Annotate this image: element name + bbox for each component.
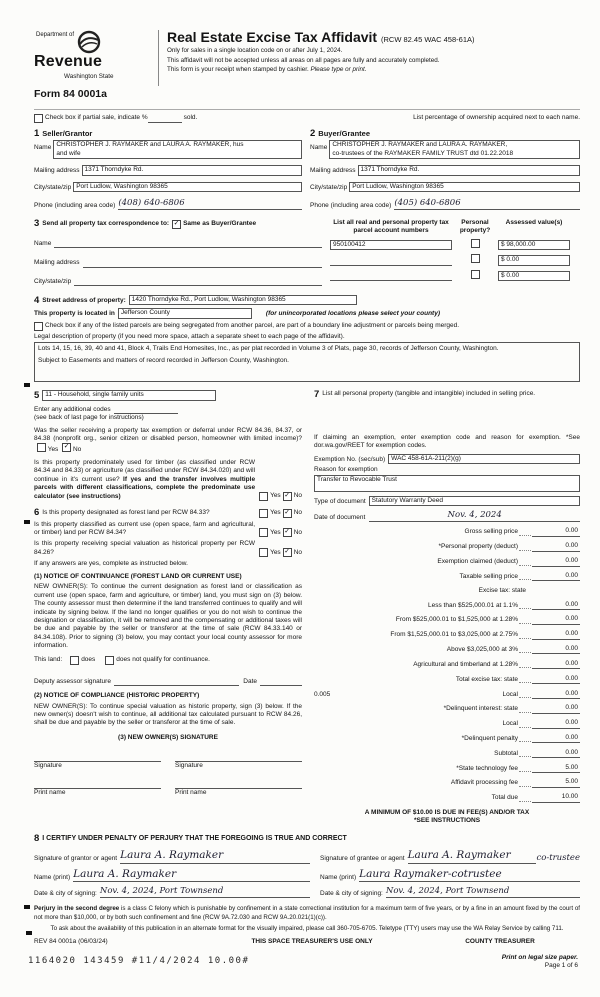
grantor-date-city-field[interactable]: Nov. 4, 2024, Port Townsend [100,886,310,898]
certification-heading: I CERTIFY UNDER PENALTY OF PERJURY THAT THE FOREGOING IS TRUE AND CORRECT [42,835,347,843]
use-code-field[interactable]: 11 - Household, single family units [42,390,216,400]
seller-csz-label: City/state/zip [34,183,72,191]
located-in-label: This property is located in [34,310,115,318]
money-label: Agricultural and timberland at 1.28% [413,660,518,668]
header-note-2: This affidavit will not be accepted unless all areas on all pages are fully and accurately completed. [167,56,440,64]
minimum-due-note: A MINIMUM OF $10.00 IS DUE IN FEE(S) AND/OR TAX [364,808,530,816]
s6-q1-yes-checkbox[interactable] [259,509,268,518]
buyer-phone-field[interactable]: (405) 640-6806 [394,198,580,210]
money-label: Total excise tax: state [455,675,518,683]
s5-q2-yes-checkbox[interactable] [259,492,268,501]
section-2-number: 2 [310,127,316,139]
same-as-buyer-label: Same as Buyer/Grantee [183,220,257,228]
s5-q1-no-checkbox[interactable]: ✓ [63,443,70,451]
signature-label: Signature [175,762,203,770]
street-address-label: Street address of property: [42,296,126,304]
buyer-name-label: Name [310,144,328,152]
seller-heading: Seller/Grantor [42,128,93,138]
seller-mailing-field[interactable]: 1371 Thorndyke Rd. [82,165,302,175]
money-value[interactable]: 0.00 [532,734,580,743]
cashier-stamp: 1164020 143459 #11/4/2024 10.00# [28,956,250,966]
exemption-no-field[interactable]: WAC 458-61A-211(2)(g) [388,454,580,464]
parcel-row [330,254,580,265]
exemption-deferral-question: Was the seller receiving a property tax exemption or deferral under RCW 84.36, 84.37, or 84.38 (nonprofit org., senior citizen or disabled person, homeowner with limited income)? Yes ✓ No [34,426,302,454]
money-label: Local [502,690,518,698]
revenue-logo-block [34,30,154,102]
footer-row [34,938,580,946]
county-field[interactable]: Jefferson County [118,308,252,318]
predominate-use-question: Is this property predominately used for timber (as classified under RCW 84.34 and 84.33) or agriculture (as classified under RCW 84.34.020) and will continue in it's current use? If yes and the transfer involves multiple parcels with different classifications, complete the predominate use calculator (see instructions) Yes ✓ No [34,458,302,500]
current-use-question: Is this property classified as current use (open space, farm and agricultural, or timber) land per RCW 84.34? Yes ✓ No [34,520,302,537]
parcel-number-field[interactable] [330,273,452,281]
money-label: Taxable selling price [459,572,518,580]
exemption-note: If claiming an exemption, enter exemption code and reason for exemption. *See dor.wa.gov/REET for exemption codes. [314,433,580,450]
correspondence-name-field[interactable] [54,240,322,248]
s5-q1-yes-checkbox[interactable] [37,443,46,452]
assessed-value-col-header: Assessed value(s) [505,219,563,227]
additional-codes-field[interactable] [114,406,178,414]
segregated-label: Check box if any of the listed parcels are being segregated from another parcel, are part of a boundary line adjustment or parcels being merged. [45,322,460,330]
money-value[interactable]: 0.00 [532,630,580,639]
section-3-number: 3 [34,218,40,230]
new-owner-signature-field-2[interactable] [175,754,302,762]
type-of-document-field[interactable]: Statutory Warranty Deed [369,496,580,506]
registration-mark [24,520,30,524]
parcel-number-field[interactable] [330,258,452,266]
correspondence-mailing-field[interactable] [83,260,322,268]
section-7-number: 7 [314,389,320,401]
personal-property-checkbox[interactable] [471,270,480,279]
money-value[interactable]: 0.00 [532,645,580,654]
new-owner-printname-field-1[interactable] [34,781,161,789]
personal-property-checkbox[interactable] [471,239,480,248]
grantee-date-city-field[interactable]: Nov. 4, 2024, Port Townsend [386,886,580,898]
money-value[interactable]: 10.00 [532,793,580,802]
page-number: Page 1 of 6 [544,962,578,970]
money-value[interactable]: 0.00 [532,719,580,728]
personal-property-checkbox[interactable] [471,254,480,263]
money-value[interactable]: 0.00 [532,557,580,566]
date-of-document-field[interactable]: Nov. 4, 2024 [369,510,580,522]
correspondence-parcels-section [34,219,580,286]
section-5-number: 5 [34,390,40,402]
money-label: Subtotal [494,749,518,757]
section-4-number: 4 [34,294,40,306]
money-label: Total due [491,794,518,802]
grantor-certification [34,846,310,898]
reason-for-exemption-field[interactable]: Transfer to Revocable Trust [314,475,580,492]
property-section [34,295,580,382]
assessed-value-field[interactable]: $ 0.00 [498,255,570,265]
money-value[interactable]: 0.00 [532,615,580,624]
money-label: From $1,525,000.01 to $3,025,000 at 2.75% [390,631,518,639]
grantee-date-city-label: Date & city of signing: [320,890,383,898]
reason-for-exemption-label: Reason for exemption [314,466,378,474]
buyer-section [310,129,580,211]
assessed-value-field[interactable]: $ 98,000.00 [498,240,570,250]
notice-compliance-title: (2) NOTICE OF COMPLIANCE (HISTORIC PROPERTY) [34,692,200,700]
seller-name-label: Name [34,144,52,152]
rcw-reference: (RCW 82.45 WAC 458-61A) [380,35,475,44]
grantor-signature-label: Signature of grantor or agent [34,855,118,863]
revenue-logo-icon [77,30,101,54]
correspondence-heading: Send all property tax correspondence to: [42,220,170,228]
money-value[interactable]: 0.00 [532,749,580,758]
seller-phone-label: Phone (including area code) [34,201,116,209]
money-label: Above $3,025,000 at 3% [446,646,518,654]
deputy-date-label: Date [243,677,257,685]
date-of-document-label: Date of document [314,513,366,521]
registration-mark [24,905,30,909]
grantee-name-print-field[interactable]: Laura Raymaker-cotrustee [359,868,580,883]
notice-continuance-body: NEW OWNER(S): To continue the current designation as forest land or classification as current use (open space, farm and agriculture, or timber) land, you must sign on (3) below. The county assessor must then determine if the land transferred continues to qualify and will indicate by signing below. If the land no longer qualifies or you do not wish to continue the designation or classification, it will be removed and the compensating or additional taxes will be due and payable by the seller or transferor at the time of sale (RCW 84.33.140 or 84.34.108). Prior to signing (3) below, you may contact your local county assessor for more information. [34,583,302,650]
money-value[interactable]: 0.00 [532,704,580,713]
s6-q2-no-checkbox[interactable]: ✓ [284,528,291,536]
money-value[interactable]: 0.00 [532,660,580,669]
form-header [34,30,580,102]
personal-property-col-header: Personal property? [459,219,491,234]
unincorporated-note: (for unincorporated locations please select your county) [265,310,440,318]
s6-q2-yes-checkbox[interactable] [259,528,268,537]
correspondence-section [34,219,322,286]
parcel-row [330,270,580,281]
codes-instructions-note: (see back of last page for instructions) [34,414,144,422]
deputy-assessor-signature-field[interactable] [114,678,239,686]
seller-name-field[interactable]: CHRISTOPHER J. RAYMAKER and LAURA A. RAYMAKER, hus and wife [53,140,302,159]
buyer-csz-label: City/state/zip [310,183,348,191]
money-label: *Delinquent penalty [461,735,518,742]
section-8-number: 8 [34,832,40,844]
new-owner-signature-row [34,754,302,770]
money-label: Exemption claimed (deduct) [437,558,518,566]
parcel-row [330,239,580,250]
money-value[interactable]: 0.00 [532,675,580,684]
correspondence-mailing-label: Mailing address [34,259,80,267]
local-rate: 0.005 [314,690,331,698]
forest-land-question: 6 Is this property designated as forest land per RCW 84.33? Yes ✓ No [34,507,302,519]
section-7-column [314,390,580,825]
grantee-certification [320,846,580,898]
segregated-checkbox[interactable] [34,322,43,331]
money-label: *Personal property (deduct) [438,543,518,551]
alternate-format-note: To ask about the availability of this publication in an alternate format for the visually impaired, please call 360-705-6705. Teletype (TTY) users may use the WA Relay Service by calling 711. [50,924,564,932]
legal-description-label: Legal description of property (if you need more space, attach a separate sheet to each page of the affidavit). [34,332,345,340]
print-footer [502,954,578,971]
buyer-heading: Buyer/Grantee [318,128,370,138]
correspondence-csz-label: City/state/zip [34,277,72,285]
new-owner-signature-field-1[interactable] [34,754,161,762]
parcel-table [330,219,580,281]
parcel-number-field[interactable]: 950100412 [330,240,452,250]
parcel-col-header: List all real and personal property tax parcel account numbers [333,219,449,234]
deputy-date-field[interactable] [260,678,302,686]
buyer-mailing-field[interactable]: 1371 Thorndyke Rd. [358,165,580,175]
grantee-signature-label: Signature of grantee or agent [320,855,405,863]
dept-of-label: Department of [36,32,75,38]
s5-q2-no-checkbox[interactable]: ✓ [284,492,291,500]
same-as-buyer-checkbox[interactable]: ✓ [173,219,180,227]
land-does-checkbox[interactable] [70,656,79,665]
section-1-number: 1 [34,127,40,139]
grantee-name-print-label: Name (print) [320,873,357,881]
grantor-signature-field[interactable]: Laura A. Raymaker [120,849,310,864]
middle-columns [34,390,580,825]
use-code-row [34,390,302,400]
seller-phone-field[interactable]: (408) 640-6806 [118,198,302,210]
header-divider [158,30,159,86]
rev-number: REV 84 0001a (06/03/24) [34,937,108,945]
seller-mailing-label: Mailing address [34,167,80,175]
s6-q3-yes-checkbox[interactable] [259,548,268,557]
notice-compliance-body: NEW OWNER(S): To continue special valuation as historic property, sign (3) below. If the new owner(s) doesn't wish to continue, all additional tax calculated pursuant to RCW 84.26, shall be due and payable by the seller or transferor at the time of sale. [34,702,302,727]
buyer-mailing-label: Mailing address [310,167,356,175]
treasurer-space-label: THIS SPACE TREASURER'S USE ONLY [251,937,373,945]
grantor-name-print-field[interactable]: Laura A. Raymaker [73,868,310,883]
legal-size-note: Print on legal size paper. [501,954,578,961]
partial-sale-label: Check box if partial sale, indicate % [45,114,148,122]
grantor-date-city-label: Date & city of signing: [34,890,97,898]
money-label: *State technology fee [456,764,518,772]
certification-section [34,834,580,899]
additional-codes-label: Enter any additional codes [34,405,111,413]
historic-property-question: Is this property receiving special valuation as historical property per RCW 84.26? Yes ✓ No [34,540,302,556]
seller-csz-field[interactable]: Port Ludlow, Washington 98365 [73,182,302,192]
print-name-label: Print name [175,788,207,796]
header-note-1: Only for sales in a single location code on or after July 1, 2024. [167,46,343,54]
personal-property-heading: List all personal property (tangible and intangible) included in selling price. [322,390,536,398]
money-value[interactable]: 0.00 [532,542,580,551]
s6-q1-no-checkbox[interactable]: ✓ [284,508,291,516]
perjury-statement: Perjury in the second degree is a class C felony which is punishable by confinement in a state correctional institution for a maximum term of five years, or by a fine in an amount fixed by the court of not more than $10,000, or by both such confinement and fine (RCW 9A.72.030 and RCW 9A.20.021(1)(c)). [34,905,580,921]
washington-state-label: Washington State [64,72,114,80]
money-value[interactable]: 0.00 [532,601,580,610]
county-treasurer-label: COUNTY TREASURER [465,937,535,945]
partial-sale-checkbox[interactable] [34,114,43,123]
buyer-csz-field[interactable]: Port Ludlow, Washington 98365 [349,182,580,192]
registration-mark [26,931,32,935]
grantor-name-print-label: Name (print) [34,873,71,881]
money-value[interactable]: 5.00 [532,764,580,773]
money-label: *Delinquent interest: state [443,705,518,713]
money-value[interactable]: 5.00 [532,778,580,787]
money-label: Affidavit processing fee [450,779,518,787]
legal-description-field[interactable]: Lots 14, 15, 16, 39, 40 and 41, Block 4, Trails End Homesites, Inc., as per plat recorded in Volume 3 of Plats, page 30, records of Jefferson County, Washington. Subject to Easements and matters of record recorded in Jefferson County, Washington. [34,342,580,382]
section-5-6-column [34,390,302,797]
street-address-field[interactable]: 1420 Thorndyke Rd., Port Ludlow, Washington 98365 [129,295,358,305]
header-note-3: This form is your receipt when stamped by cashier. Please type or print. [167,66,367,74]
grantee-signature-field[interactable]: Laura A. Raymaker [408,849,537,864]
section-6-number: 6 [34,507,40,519]
partial-sale-percent-field[interactable] [148,115,182,123]
parties-section [34,129,580,211]
grantee-signature-suffix: co-trustee [536,852,580,863]
deputy-assessor-label: Deputy assessor signature [34,677,111,685]
s6-q3-no-checkbox[interactable]: ✓ [284,548,291,556]
deputy-assessor-row [34,678,302,686]
correspondence-csz-field[interactable] [74,278,322,286]
land-qualify-row: This land: does does not qualify for continuance. [34,656,210,664]
revenue-wordmark: Revenue [34,53,103,70]
registration-mark [24,383,30,387]
exemption-no-label: Exemption No. (sec/sub) [314,455,386,463]
new-owners-signature-title: (3) NEW OWNER(S) SIGNATURE [118,733,218,741]
new-owner-printname-row [34,781,302,797]
signature-label: Signature [34,762,62,770]
money-label: Gross selling price [464,528,518,536]
title-block [167,30,580,74]
money-label: Less than $525,000.01 at 1.1% [428,601,518,609]
buyer-phone-label: Phone (including area code) [310,201,392,209]
form-number: Form 84 0001a [34,87,107,100]
if-yes-note: If any answers are yes, complete as instructed below. [34,560,188,568]
see-instructions-note: *SEE INSTRUCTIONS [413,817,481,825]
assessed-value-field[interactable]: $ 0.00 [498,271,570,281]
buyer-name-field[interactable]: CHRISTOPHER J. RAYMAKER and LAURA A. RAYMAKER, co-trustees of the RAYMAKER FAMILY TRUST dtd 01.22.2018 [329,140,580,159]
partial-sale-sold-label: sold. [183,114,198,122]
money-label: From $525,000.01 to $1,525,000 at 1.28% [395,616,518,624]
ownership-percent-note: List percentage of ownership acquired next to each name. [413,114,580,122]
excise-tax-state-heading: Excise tax: state [478,586,526,594]
new-owner-printname-field-2[interactable] [175,781,302,789]
form-title: Real Estate Excise Tax Affidavit (RCW 82.45 WAC 458-61A) [167,29,475,45]
correspondence-name-label: Name [34,239,52,247]
seller-section [34,129,302,211]
print-name-label: Print name [34,788,66,796]
money-value[interactable]: 0.00 [532,572,580,581]
land-does-not-checkbox[interactable] [105,656,114,665]
notice-continuance-title: (1) NOTICE OF CONTINUANCE (FOREST LAND OR CURRENT USE) [34,572,242,580]
money-value[interactable]: 0.00 [532,690,580,699]
partial-sale-row [34,109,580,123]
money-value[interactable]: 0.00 [532,527,580,536]
personal-property-blank-area[interactable] [314,400,580,434]
money-label: Local [502,720,518,728]
type-of-document-label: Type of document [314,497,366,505]
